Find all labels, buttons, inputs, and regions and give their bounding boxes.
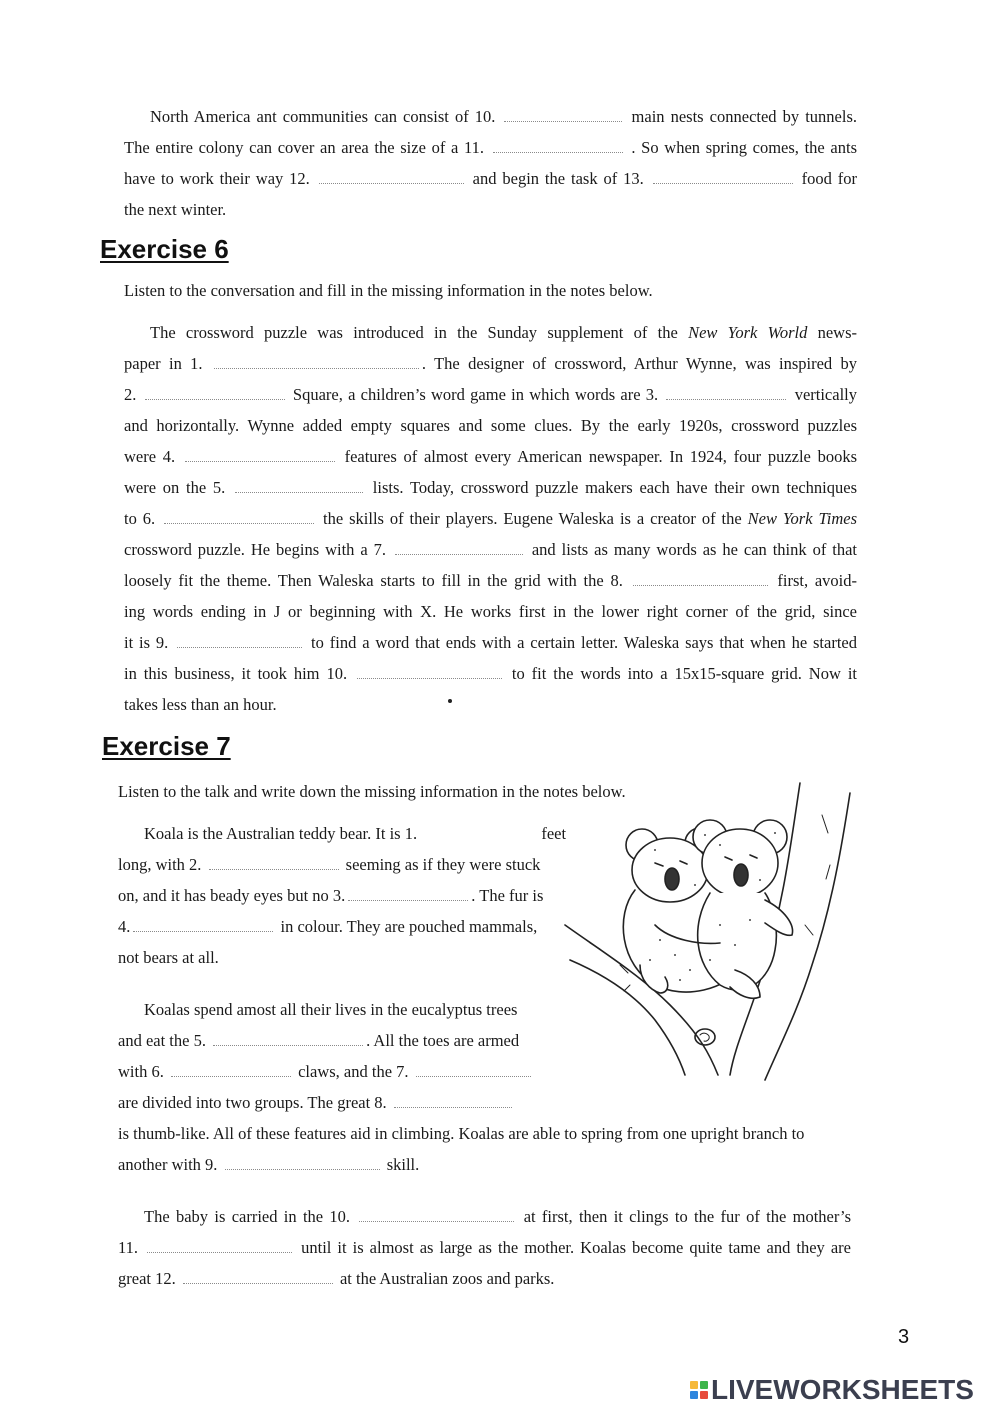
text-line: paper in 1. . The designer of crossword, Arthur Wynne, was inspired by	[124, 354, 857, 373]
text-line: are divided into two groups. The great 8.	[118, 1087, 863, 1118]
text-line: crossword puzzle. He begins with a 7. and lists as many words as he can think of that	[124, 540, 857, 559]
blank-12[interactable]	[183, 1268, 333, 1284]
text-line: and horizontally. Wynne added empty squares and some clues. By the early 1920s, crossword puzzles	[124, 416, 857, 435]
page-number: 3	[898, 1326, 910, 1348]
text-line: another with 9. skill.	[118, 1155, 420, 1174]
text-line: great 12. at the Australian zoos and parks.	[118, 1269, 555, 1288]
blank-6[interactable]	[164, 508, 314, 524]
blank-9[interactable]	[225, 1154, 380, 1170]
blank-5[interactable]	[213, 1030, 363, 1046]
text-line: 11. until it is almost as large as the mother. Koalas become quite tame and they are	[118, 1238, 851, 1257]
blank-11[interactable]	[147, 1237, 292, 1253]
blank-10-ex6[interactable]	[357, 663, 502, 679]
blank-4[interactable]	[133, 916, 273, 932]
text-line: have to work their way 12. and begin the task of 13. food for	[124, 169, 857, 188]
exercise7-paragraph-1	[118, 818, 567, 973]
logo-square	[690, 1391, 698, 1399]
blank-10[interactable]	[359, 1206, 514, 1222]
blank-7[interactable]	[395, 539, 523, 555]
text-line: North America ant communities can consist of 10. main nests connected by tunnels.	[150, 107, 857, 126]
blank-2[interactable]	[209, 854, 339, 870]
blank-1[interactable]	[214, 353, 419, 369]
text-line: The entire colony can cover an area the size of a 11. . So when spring comes, the ants	[124, 138, 857, 157]
text-line: loosely fit the theme. Then Waleska starts to fill in the grid with the 8. first, avoid-	[124, 571, 858, 590]
text-line: in this business, it took him 10. to fit the words into a 15x15-square grid. Now it	[124, 664, 857, 683]
exercise-6-instruction: Listen to the conversation and fill in the missing information in the notes below.	[124, 281, 653, 300]
exercise7-paragraph-3	[118, 1201, 851, 1294]
blank-7[interactable]	[416, 1061, 531, 1077]
exercise5-continuation	[124, 101, 857, 225]
koala-front-head	[702, 829, 778, 897]
blank-2[interactable]	[145, 384, 285, 400]
logo-square	[690, 1381, 698, 1389]
text-line: long, with 2. seeming as if they were stuck	[118, 855, 541, 874]
blank-4[interactable]	[185, 446, 335, 462]
text-line: on, and it has beady eyes but no 3. . The fur is	[118, 886, 544, 905]
text-line: The crossword puzzle was introduced in the Sunday supplement of the New York World news-	[150, 323, 857, 342]
text-line: were on the 5. lists. Today, crossword puzzle makers each have their own techniques	[124, 478, 858, 497]
text-line: Koala is the Australian teddy bear. It is 1. feet	[144, 824, 567, 843]
text-line: were 4. features of almost every American newspaper. In 1924, four puzzle books	[124, 447, 857, 466]
text-line: and eat the 5. . All the toes are armed	[118, 1031, 520, 1050]
liveworksheets-logo	[690, 1374, 974, 1406]
blank-12[interactable]	[319, 168, 464, 184]
text-line: to 6. the skills of their players. Eugene Waleska is a creator of the New York Times	[124, 509, 857, 528]
blank-11[interactable]	[493, 137, 623, 153]
text-line: the next winter.	[124, 200, 227, 219]
text-line: is thumb-like. All of these features aid in climbing. Koalas are able to spring from one upright branch to	[118, 1124, 805, 1143]
blank-1[interactable]	[424, 823, 534, 839]
text-line: 4. in colour. They are pouched mammals,	[118, 917, 538, 936]
blank-10[interactable]	[504, 106, 622, 122]
liveworksheets-logo-icon	[690, 1381, 708, 1399]
blank-6[interactable]	[171, 1061, 291, 1077]
text-line: with 6. claws, and the 7.	[118, 1056, 863, 1087]
blank-5[interactable]	[235, 477, 363, 493]
text-line: ing words ending in J or beginning with X. He works first in the lower right corner of the grid, since	[124, 602, 857, 621]
koala-illustration	[560, 775, 860, 1095]
exercise-7-instruction: Listen to the talk and write down the missing information in the notes below.	[118, 782, 626, 801]
koala-leg	[640, 965, 668, 993]
blank-13[interactable]	[653, 168, 793, 184]
blank-8[interactable]	[394, 1092, 512, 1108]
blank-8[interactable]	[633, 570, 768, 586]
blank-3[interactable]	[666, 384, 786, 400]
tree-branch-edge	[570, 960, 685, 1075]
text-line: it is 9. to find a word that ends with a certain letter. Waleska says that when he started	[124, 633, 857, 652]
text-line: 2. Square, a children’s word game in which words are 3. vertically	[124, 385, 857, 404]
liveworksheets-wordmark: LIVEWORKSHEETS	[711, 1374, 974, 1405]
koala-back-nose	[665, 868, 679, 890]
text-line: Koalas spend amost all their lives in the eucalyptus trees	[144, 1000, 518, 1019]
koala-front-nose	[734, 864, 748, 886]
exercise6-passage	[124, 317, 857, 720]
exercise-7-heading: Exercise 7	[102, 731, 231, 761]
text-line: takes less than an hour.	[124, 695, 277, 714]
logo-square	[700, 1391, 708, 1399]
text-line: not bears at all.	[118, 948, 219, 967]
exercise-6-heading: Exercise 6	[100, 234, 229, 264]
text-line: The baby is carried in the 10. at first, then it clings to the fur of the mother’s	[144, 1207, 851, 1226]
blank-3[interactable]	[348, 885, 468, 901]
logo-square	[700, 1381, 708, 1389]
blank-9[interactable]	[177, 632, 302, 648]
stray-dot	[448, 699, 452, 703]
tree-branch	[565, 925, 718, 1075]
